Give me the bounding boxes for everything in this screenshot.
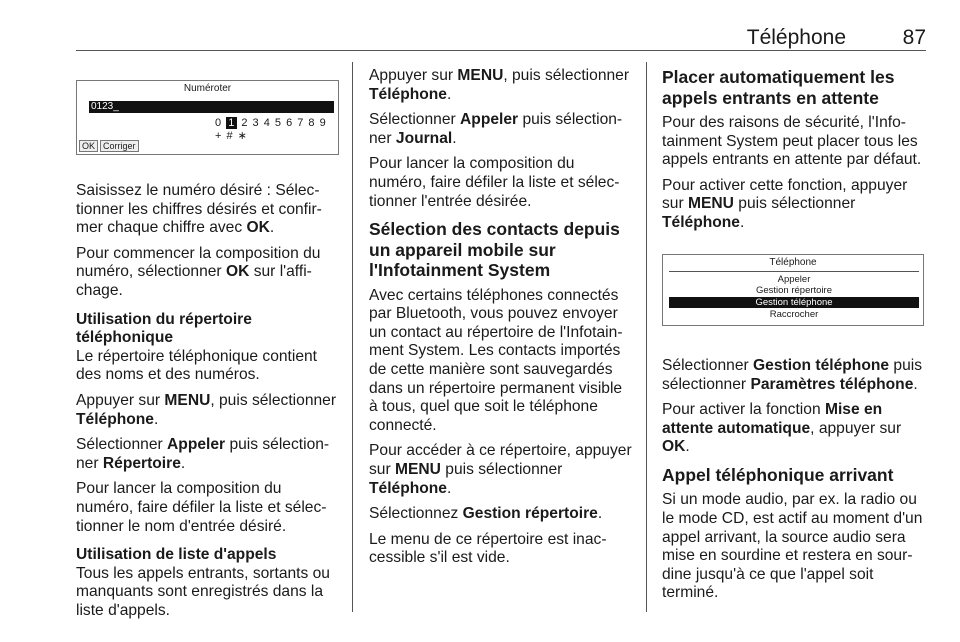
dial-number-field: 0123_	[89, 101, 334, 113]
paragraph: Si un mode audio, par ex. la radio ou le mode CD, est actif au moment d'un appel arrivant, la source audio sera mise en sourdine et restera en sourdine jusqu'à ce que l'appel soit terminé.	[662, 491, 923, 602]
paragraph: Avec certains téléphones connectés par Bluetooth, vous pouvez envoyer un contact au répertoire de l'Infotainment System. Les contacts importés de cette manière sont sauvegardés dans un répertoire permanent visible à tous, quel que soit le téléphone connecté.	[369, 286, 623, 434]
header-divider	[76, 50, 926, 51]
paragraph: Sélectionner Gestion téléphone puis sélectionner Paramètres téléphone.	[662, 357, 923, 393]
paragraph: Le répertoire téléphonique contient des noms et des numéros.	[76, 347, 318, 384]
paragraph: Sélectionner Appeler puis sélectionner Répertoire.	[76, 436, 330, 472]
ok-button: OK	[79, 140, 98, 152]
column-divider-1	[352, 62, 353, 612]
section-heading: Utilisation de liste d'appels	[76, 546, 277, 564]
column-2	[369, 67, 635, 575]
section-heading: Sélection des contacts depuis un appareil mobile sur l'Infotainment System	[369, 219, 620, 281]
column-3	[662, 67, 926, 240]
column-divider-2	[646, 62, 647, 612]
header-title: Téléphone	[746, 26, 846, 49]
paragraph: Sélectionnez Gestion répertoire.	[369, 505, 603, 523]
menu-item-appeler: Appeler	[777, 274, 811, 285]
column-1	[76, 182, 341, 627]
dial-screen-title: Numéroter	[183, 83, 232, 94]
paragraph: Pour des raisons de sécurité, l'Infotainment System peut placer tous les appels entrants en attente par défaut.	[662, 114, 922, 169]
paragraph: Pour lancer la composition du numéro, faire défiler la liste et sélectionner l'entrée désirée.	[369, 155, 620, 210]
column-3-lower	[662, 357, 926, 610]
paragraph: Pour accéder à ce répertoire, appuyer sur MENU puis sélectionner Téléphone.	[369, 442, 632, 497]
digits-after: 2 3 4 5 6 7 8 9 + # ∗	[215, 117, 327, 142]
phone-menu-title: Téléphone	[769, 257, 817, 268]
paragraph: Pour commencer la composition du numéro, sélectionner OK sur l'affichage.	[76, 244, 321, 299]
paragraph: Saisissez le numéro désiré : Sélectionner les chiffres désirés et confirmer chaque chiffre avec OK.	[76, 182, 322, 237]
paragraph: Appuyer sur MENU, puis sélectionner Téléphone.	[76, 391, 337, 428]
page-number: 87	[902, 26, 926, 49]
menu-item-gestion-repertoire: Gestion répertoire	[755, 285, 833, 296]
phone-menu-illustration	[662, 254, 924, 326]
menu-item-gestion-telephone: Gestion téléphone	[669, 297, 919, 308]
paragraph: Pour activer cette fonction, appuyer sur MENU puis sélectionner Téléphone.	[662, 176, 908, 231]
paragraph: Pour activer la fonction Mise en attente automatique, appuyer sur OK.	[662, 401, 902, 456]
dial-screen-illustration	[76, 80, 339, 155]
digit-before: 0	[215, 117, 223, 129]
paragraph: Le menu de ce répertoire est inaccessible s'il est vide.	[369, 530, 607, 567]
section-heading: Appel téléphonique arrivant	[662, 464, 894, 485]
section-heading: Utilisation du répertoire téléphonique	[76, 310, 252, 347]
section-heading: Placer automatiquement les appels entrants en attente	[662, 67, 895, 108]
paragraph: Appuyer sur MENU, puis sélectionner Téléphone.	[369, 67, 630, 103]
menu-item-raccrocher: Raccrocher	[769, 309, 819, 320]
paragraph: Sélectionner Appeler puis sélectionner Journal.	[369, 111, 623, 147]
paragraph: Pour lancer la composition du numéro, faire défiler la liste et sélectionner le nom d'entrée désiré.	[76, 480, 327, 535]
phone-menu-divider	[669, 271, 919, 272]
page-header	[76, 26, 926, 50]
dial-buttons	[79, 140, 139, 152]
digit-selected: 1	[228, 117, 236, 129]
dial-digit-row	[215, 117, 338, 142]
corriger-button: Corriger	[100, 140, 139, 152]
paragraph: Tous les appels entrants, sortants ou manquants sont enregistrés dans la liste d'appels.	[76, 564, 330, 619]
